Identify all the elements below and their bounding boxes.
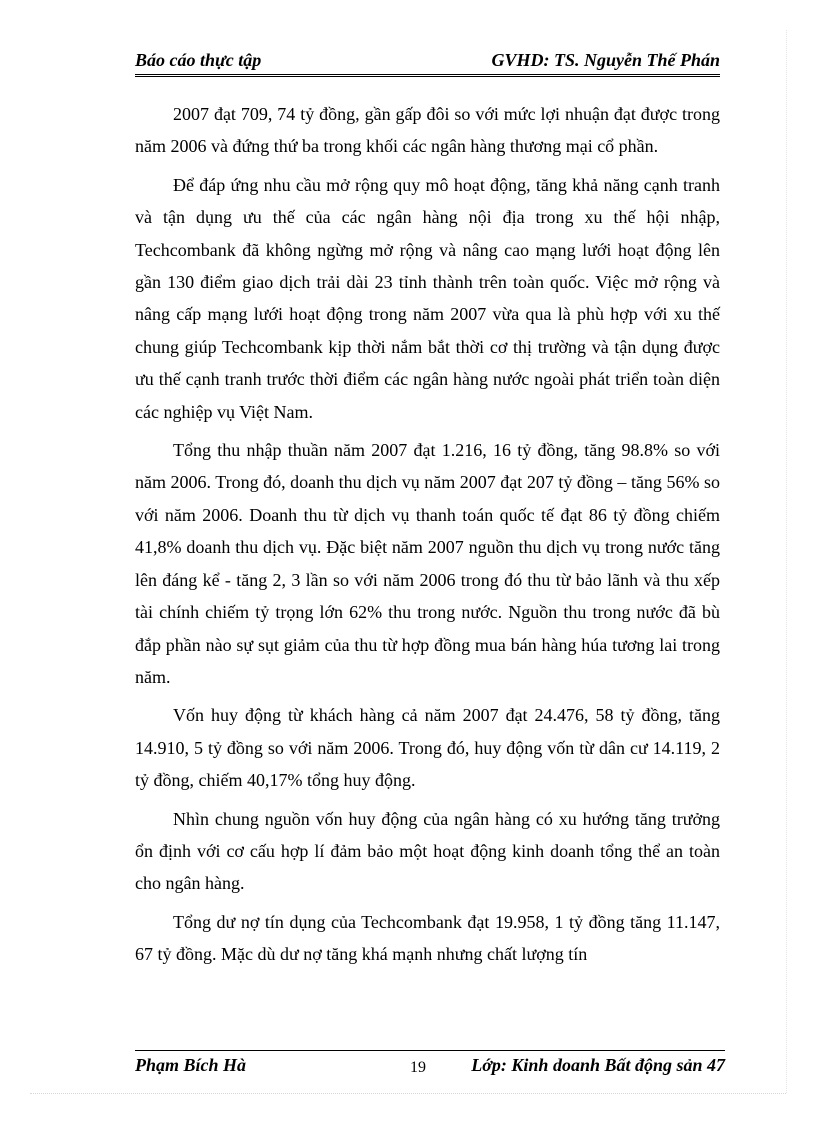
page-bottom-edge (30, 1093, 786, 1094)
page-right-edge (786, 30, 787, 1093)
page-header (135, 48, 720, 77)
document-body (135, 98, 720, 977)
page-footer (135, 1050, 725, 1079)
footer-class: Lớp: Kinh doanh Bất động sản 47 (471, 1055, 725, 1075)
paragraph-deposits: Vốn huy động từ khách hàng cả năm 2007 đạt 24.476, 58 tỷ đồng, tăng 14.910, 5 tỷ đồng so với năm 2006. Trong đó, huy động vốn từ dân cư 14.119, 2 tỷ đồng, chiếm 40,17% tổng huy động. (135, 705, 720, 791)
paragraph-net-income: Tổng thu nhập thuần năm 2007 đạt 1.216, 16 tỷ đồng, tăng 98.8% so với năm 2006. Trong đó, doanh thu dịch vụ năm 2007 đạt 207 tỷ đồng – tăng 56% so với năm 2006. Doanh thu từ dịch vụ thanh toán quốc tế đạt 86 tỷ đồng chiếm 41,8% doanh thu dịch vụ. Đặc biệt năm 2007 nguồn thu dịch vụ trong nước tăng lên đáng kể - tăng 2, 3 lần so với năm 2006 trong đó thu từ bảo lãnh và thu xếp tài chính chiếm tỷ trọng lớn 62% thu trong nước. Nguồn thu trong nước đã bù đắp phần nào sự sụt giảm của thu từ hợp đồng mua bán hàng húa tương lai trong năm. (135, 440, 720, 687)
header-report-title: Báo cáo thực tập (135, 50, 262, 70)
footer-author: Phạm Bích Hà (135, 1055, 247, 1075)
header-supervisor: GVHD: TS. Nguyễn Thế Phán (491, 50, 720, 70)
paragraph-profit: 2007 đạt 709, 74 tỷ đồng, gần gấp đôi so với mức lợi nhuận đạt được trong năm 2006 và đứng thứ ba trong khối các ngân hàng thương mại cổ phần. (135, 104, 720, 157)
page-number: 19 (410, 1059, 426, 1076)
paragraph-credit: Tổng dư nợ tín dụng của Techcombank đạt 19.958, 1 tỷ đồng tăng 11.147, 67 tỷ đồng. Mặc dù dư nợ tăng khá mạnh nhưng chất lượng tín (135, 911, 720, 965)
paragraph-network-expansion: Để đáp ứng nhu cầu mở rộng quy mô hoạt động, tăng khả năng cạnh tranh và tận dụng ưu thế của các ngân hàng nội địa trong xu thế hội nhập, Techcombank đã không ngừng mở rộng và nâng cao mạng lưới hoạt động lên gần 130 điểm giao dịch trải dài 23 tỉnh thành trên toàn quốc. Việc mở rộng và nâng cấp mạng lưới hoạt động trong năm 2007 vừa qua là phù hợp với xu thế chung giúp Techcombank kịp thời nắm bắt thời cơ thị trường và tận dụng được ưu thế cạnh tranh trước thời điểm các ngân hàng nước ngoài phát triển toàn diện các nghiệp vụ Việt Nam. (135, 174, 720, 422)
paragraph-funding-trend: Nhìn chung nguồn vốn huy động của ngân hàng có xu hướng tăng trưởng ổn định với cơ cấu hợp lí đảm bảo một hoạt động kinh doanh tổng thể an toàn cho ngân hàng. (135, 808, 720, 894)
